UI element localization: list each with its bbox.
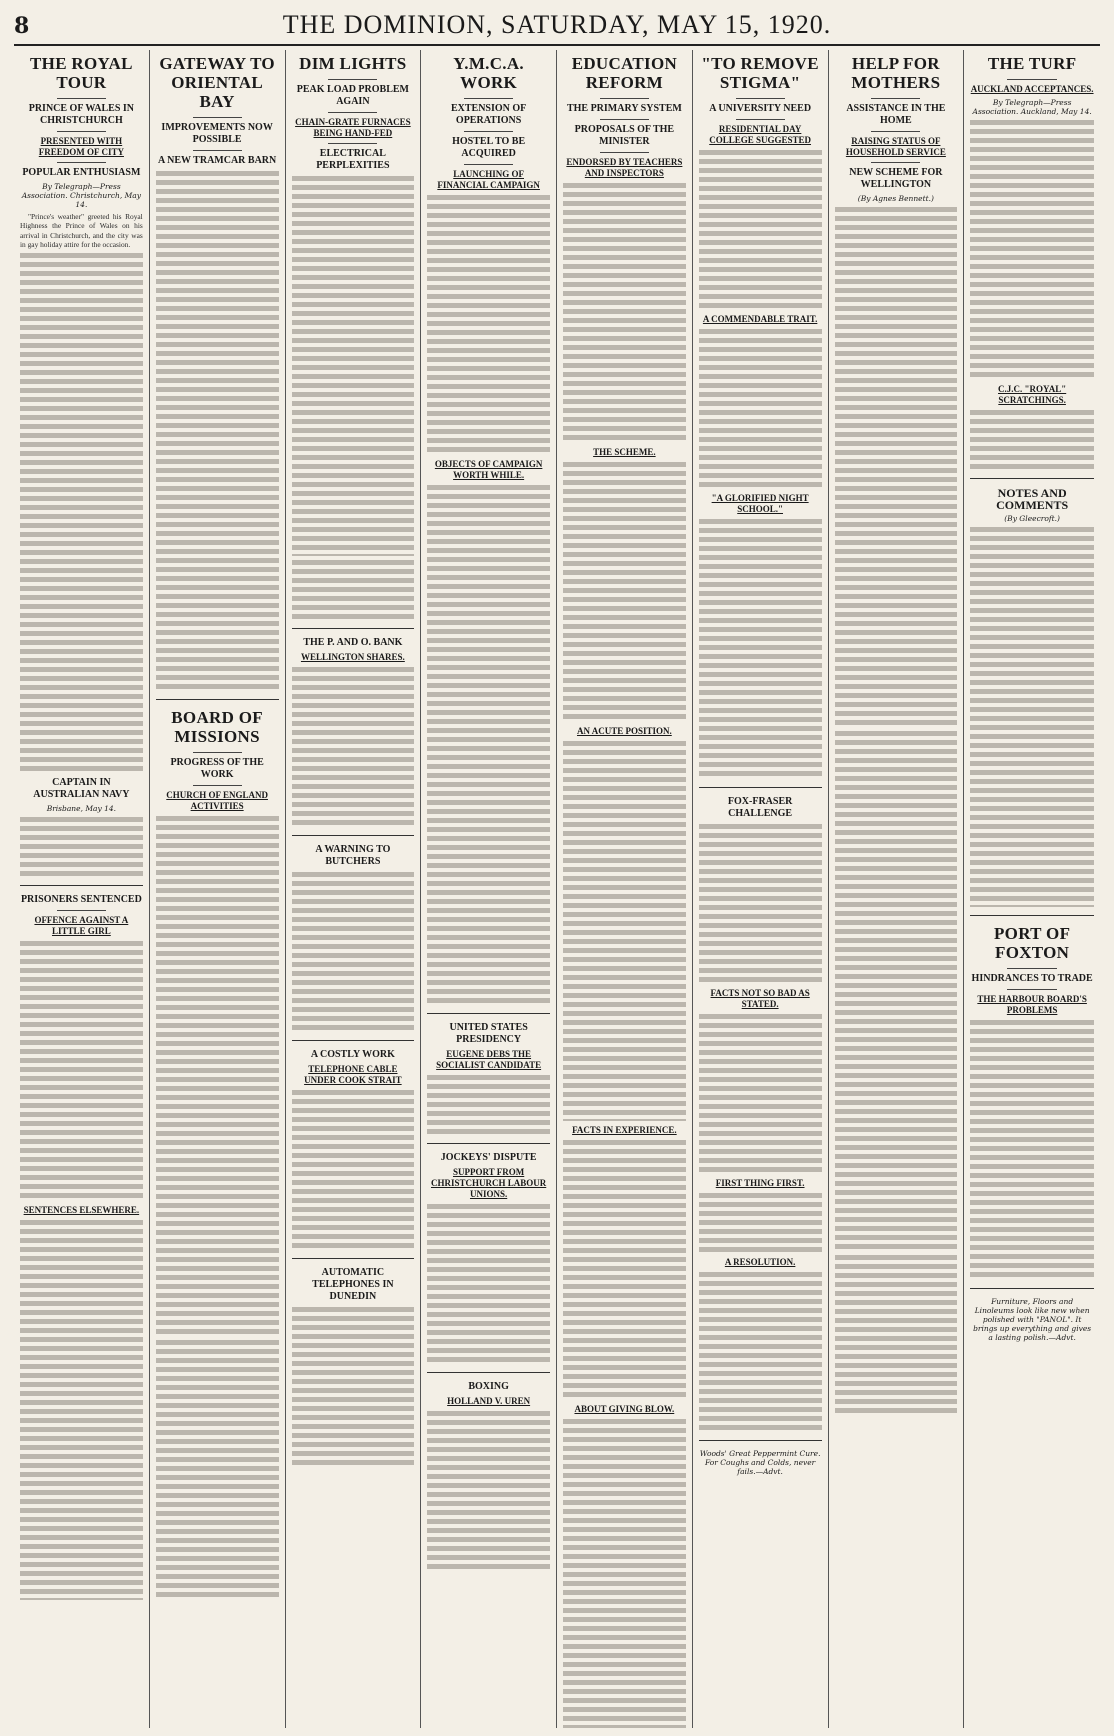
subheadline: SENTENCES ELSEWHERE. — [23, 1205, 140, 1216]
article-body — [699, 150, 822, 310]
column-help-for-mothers — [829, 50, 965, 1728]
article-body — [699, 1272, 822, 1432]
article-body — [970, 1020, 1094, 1280]
dateline: Brisbane, May 14. — [46, 804, 117, 814]
article-body — [292, 1307, 415, 1467]
article-body — [835, 1255, 958, 1415]
section-headline: BOARD OF MISSIONS — [171, 708, 263, 746]
subhead: FACTS NOT SO BAD AS STATED. — [710, 988, 810, 1009]
article-body — [563, 462, 686, 722]
article-body — [699, 329, 822, 489]
byline: (By Gleecroft.) — [1004, 514, 1060, 523]
advertisement: Woods' Great Peppermint Cure. For Coughs and Colds, never fails.—Advt. — [699, 1449, 821, 1476]
subhead: FIRST THING FIRST. — [715, 1178, 805, 1188]
article-body — [970, 120, 1094, 380]
column-royal-tour — [14, 50, 150, 1728]
article-body — [20, 253, 143, 773]
article-body — [292, 1090, 415, 1250]
subheadline: POPULAR ENTHUSIASM — [22, 167, 141, 178]
dateline: By Telegraph—Press Association. Auckland, May 14. — [972, 98, 1092, 116]
article-body — [156, 1340, 279, 1600]
subhead: OBJECTS OF CAMPAIGN WORTH WHILE. — [434, 459, 543, 480]
subheadline: ASSISTANCE IN THE HOME — [846, 103, 946, 126]
subheadline: LAUNCHING OF FINANCIAL CAMPAIGN — [437, 169, 540, 190]
article-body — [699, 824, 822, 984]
masthead — [14, 10, 1100, 46]
paper-title: THE DOMINION, SATURDAY, MAY 15, 1920. — [282, 10, 832, 39]
article-body — [292, 176, 415, 556]
subheadline: RESIDENTIAL DAY COLLEGE SUGGESTED — [709, 124, 812, 145]
article-body — [292, 872, 415, 1032]
article-body — [20, 817, 143, 877]
column-turf — [964, 50, 1100, 1728]
article-body — [699, 519, 822, 779]
headline: HELP FOR MOTHERS — [851, 54, 941, 92]
subhead: A COMMENDABLE TRAIT. — [702, 314, 818, 324]
subheadline: PRINCE OF WALES IN CHRISTCHURCH — [28, 103, 135, 126]
subheadline: ELECTRICAL PERPLEXITIES — [316, 148, 390, 171]
subheadline: NEW SCHEME FOR WELLINGTON — [849, 167, 943, 190]
page-number: 8 — [14, 13, 30, 39]
article-body — [427, 1075, 550, 1135]
subheadline: OFFENCE AGAINST A LITTLE GIRL — [34, 915, 129, 937]
subheadline: TELEPHONE CABLE UNDER COOK STRAIT — [304, 1064, 402, 1085]
subheadline: ENDORSED BY TEACHERS AND INSPECTORS — [566, 157, 683, 178]
subheadline: EXTENSION OF OPERATIONS — [450, 103, 527, 126]
subhead: "A GLORIFIED NIGHT SCHOOL." — [711, 493, 809, 514]
subheadline: SUPPORT FROM CHRISTCHURCH LABOUR UNIONS. — [430, 1167, 547, 1199]
subheadline: IMPROVEMENTS NOW POSSIBLE — [161, 122, 273, 145]
headline: THE TURF — [987, 54, 1077, 73]
article-body — [427, 195, 550, 455]
subheadline: PRESENTED WITH FREEDOM OF CITY — [38, 136, 124, 157]
article-body — [699, 1193, 822, 1253]
article-body — [563, 183, 686, 443]
headline: Y.M.C.A. WORK — [453, 54, 524, 92]
subheadline: HOSTEL TO BE ACQUIRED — [452, 136, 526, 159]
section-headline: PRISONERS SENTENCED — [20, 894, 142, 906]
dateline: By Telegraph—Press Association. Christchurch, May 14. — [21, 182, 142, 209]
article-body — [835, 207, 958, 727]
headline: "TO REMOVE STIGMA" — [701, 54, 819, 92]
section-headline: THE P. AND O. BANK — [303, 637, 403, 648]
article-body — [427, 485, 550, 1005]
section-headline: UNITED STATES PRESIDENCY — [449, 1022, 528, 1045]
article-body — [156, 816, 279, 1336]
headline: THE ROYAL TOUR — [30, 54, 133, 92]
section-headline: BOXING — [468, 1381, 509, 1392]
subheadline: HINDRANCES TO TRADE — [971, 973, 1093, 984]
subheadline: PROPOSALS OF THE MINISTER — [574, 124, 675, 147]
article-body — [427, 1204, 550, 1364]
article-body — [970, 410, 1094, 470]
article-body — [156, 171, 279, 691]
article-lead: "Prince's weather" greeted his Royal Highness the Prince of Wales on his arrival in Christchurch, and the city was in gay holiday attire for the occasion. — [20, 212, 143, 249]
section-headline: JOCKEYS' DISPUTE — [440, 1152, 537, 1163]
column-oriental-bay — [150, 50, 286, 1728]
article-body — [20, 1220, 143, 1600]
article-body — [292, 667, 415, 827]
subheadline: C.J.C. "ROYAL" SCRATCHINGS. — [998, 384, 1067, 405]
subhead: ABOUT GIVING BLOW. — [574, 1404, 675, 1414]
subheadline: WELLINGTON SHARES. — [300, 652, 405, 662]
section-headline: NOTES AND COMMENTS — [996, 486, 1069, 512]
subheadline: CAPTAIN IN AUSTRALIAN NAVY — [33, 777, 130, 801]
subheadline: AUCKLAND ACCEPTANCES. — [970, 84, 1094, 94]
columns — [14, 50, 1100, 1728]
subheadline: HOLLAND V. UREN — [447, 1396, 531, 1406]
article-body — [427, 1411, 550, 1571]
subheadline: A UNIVERSITY NEED — [709, 103, 812, 114]
subheadline: PROGRESS OF THE WORK — [170, 757, 264, 780]
article-body — [292, 560, 415, 620]
subhead: THE SCHEME. — [593, 447, 656, 457]
section-headline: FOX-FRASER CHALLENGE — [727, 796, 793, 819]
headline: EDUCATION REFORM — [571, 54, 678, 92]
section-headline: A COSTLY WORK — [310, 1049, 395, 1060]
advertisement: Furniture, Floors and Linoleums look like new when polished with "PANOL". It brings up everything and gives a lasting polish.—Advt. — [973, 1297, 1092, 1342]
subheadline: CHURCH OF ENGLAND ACTIVITIES — [166, 790, 268, 811]
subheadline: EUGENE DEBS THE SOCIALIST CANDIDATE — [436, 1049, 542, 1070]
subheadline: A NEW TRAMCAR BARN — [157, 155, 277, 166]
column-dim-lights — [286, 50, 422, 1728]
article-body — [563, 1419, 686, 1728]
article-body — [835, 731, 958, 1251]
column-ymca — [421, 50, 557, 1728]
article-body — [970, 527, 1094, 907]
section-headline: A WARNING TO BUTCHERS — [315, 844, 391, 867]
section-headline: AUTOMATIC TELEPHONES IN DUNEDIN — [312, 1267, 394, 1302]
subheadline: PEAK LOAD PROBLEM AGAIN — [296, 84, 409, 107]
subhead: A RESOLUTION. — [724, 1257, 796, 1267]
subheadline: THE PRIMARY SYSTEM — [566, 103, 682, 114]
article-body — [699, 1014, 822, 1174]
column-education-reform — [557, 50, 693, 1728]
column-remove-stigma — [693, 50, 829, 1728]
article-body — [20, 941, 143, 1201]
headline: DIM LIGHTS — [299, 54, 407, 73]
byline: (By Agnes Bennett.) — [857, 194, 934, 203]
article-body — [563, 741, 686, 1121]
subhead: FACTS IN EXPERIENCE. — [572, 1125, 677, 1135]
headline: GATEWAY TO ORIENTAL BAY — [159, 54, 275, 111]
subheadline: CHAIN-GRATE FURNACES BEING HAND-FED — [295, 117, 411, 138]
subheadline: THE HARBOUR BOARD'S PROBLEMS — [977, 994, 1087, 1015]
section-headline: PORT OF FOXTON — [993, 924, 1071, 962]
subhead: AN ACUTE POSITION. — [576, 726, 672, 736]
article-body — [563, 1140, 686, 1400]
subheadline: RAISING STATUS OF HOUSEHOLD SERVICE — [845, 136, 946, 157]
